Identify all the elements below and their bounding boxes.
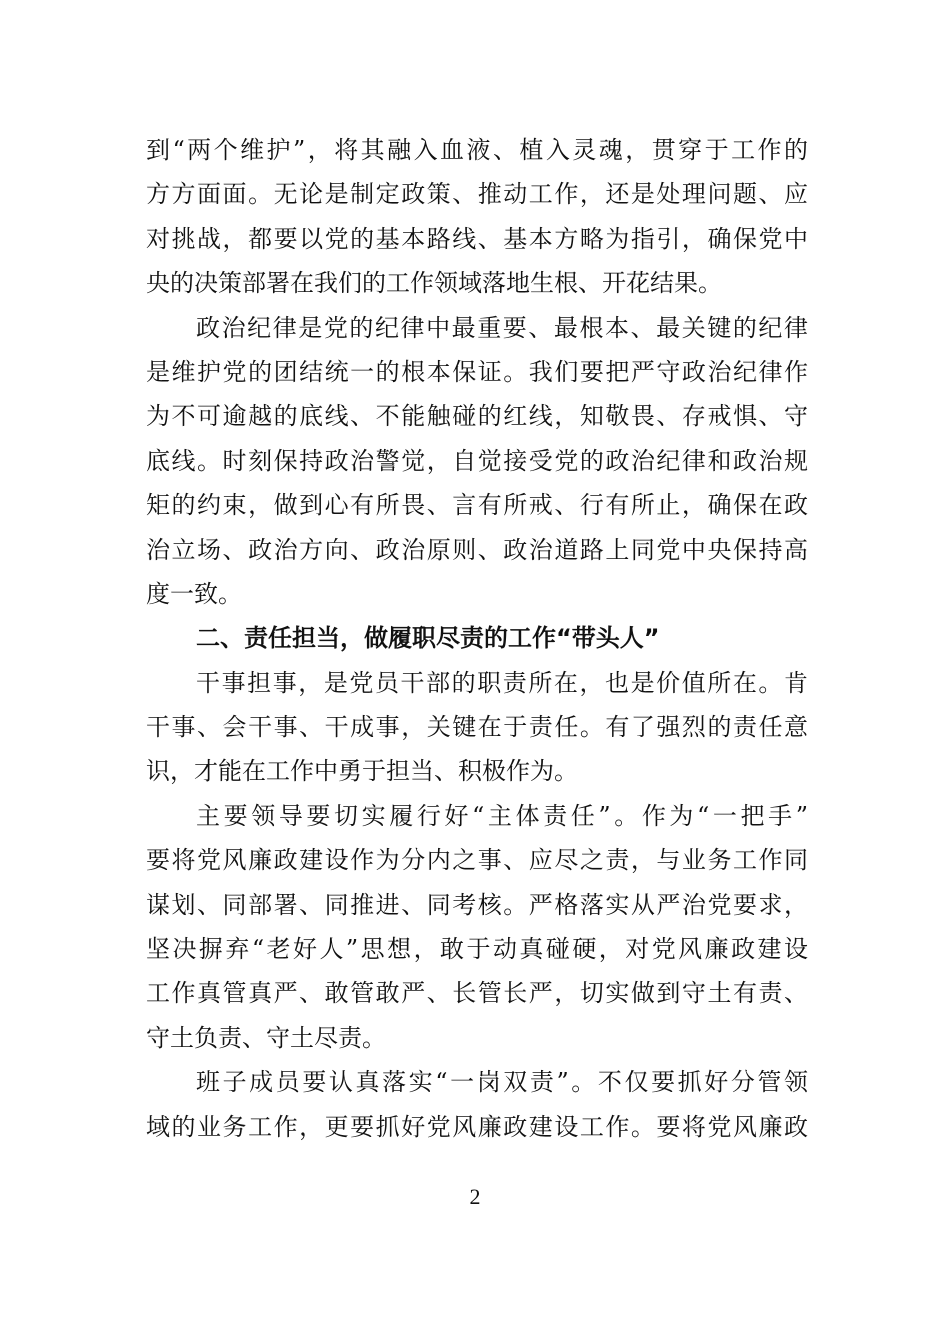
- section-heading: 二、责任担当，做履职尽责的工作“带头人”: [196, 624, 660, 653]
- paragraph-line: 干事、会干事、干成事，关键在于责任。有了强烈的责任意: [146, 713, 808, 742]
- page-number: 2: [469, 1184, 481, 1209]
- paragraph-line: 坚决摒弃“老好人”思想，敢于动真碰硬，对党风廉政建设: [146, 935, 808, 964]
- paragraph-line: 对挑战，都要以党的基本路线、基本方略为指引，确保党中: [146, 224, 808, 253]
- document-body: [146, 128, 808, 1149]
- paragraph-line: 矩的约束，做到心有所畏、言有所戒、行有所止，确保在政: [146, 491, 808, 520]
- paragraph-line: 守土负责、守土尽责。: [146, 1023, 386, 1052]
- paragraph-line: 度一致。: [146, 579, 242, 608]
- paragraph-line: 要将党风廉政建设作为分内之事、应尽之责，与业务工作同: [146, 846, 808, 875]
- paragraph-line: 政治纪律是党的纪律中最重要、最根本、最关键的纪律: [196, 313, 808, 342]
- paragraph-line: 识，才能在工作中勇于担当、积极作为。: [146, 757, 578, 786]
- paragraph-line: 央的决策部署在我们的工作领域落地生根、开花结果。: [146, 269, 722, 298]
- paragraph-line: 为不可逾越的底线、不能触碰的红线，知敬畏、存戒惧、守: [146, 402, 808, 431]
- paragraph-line: 域的业务工作，更要抓好党风廉政建设工作。要将党风廉政: [146, 1112, 808, 1141]
- paragraph-line: 工作真管真严、敢管敢严、长管长严，切实做到守土有责、: [146, 979, 808, 1008]
- paragraph-line: 主要领导要切实履行好“主体责任”。作为“一把手”: [196, 801, 808, 830]
- paragraph-line: 班子成员要认真落实“一岗双责”。不仅要抓好分管领: [196, 1068, 808, 1097]
- paragraph-line: 方方面面。无论是制定政策、推动工作，还是处理问题、应: [146, 180, 808, 209]
- paragraph-line: 谋划、同部署、同推进、同考核。严格落实从严治党要求，: [146, 890, 808, 919]
- paragraph-line: 是维护党的团结统一的根本保证。我们要把严守政治纪律作: [146, 357, 808, 386]
- paragraph-line: 到“两个维护”，将其融入血液、植入灵魂，贯穿于工作的: [146, 136, 808, 164]
- paragraph-line: 干事担事，是党员干部的职责所在，也是价值所在。肯: [196, 668, 808, 697]
- paragraph-line: 治立场、政治方向、政治原则、政治道路上同党中央保持高: [146, 535, 808, 564]
- paragraph-line: 底线。时刻保持政治警觉，自觉接受党的政治纪律和政治规: [146, 446, 808, 475]
